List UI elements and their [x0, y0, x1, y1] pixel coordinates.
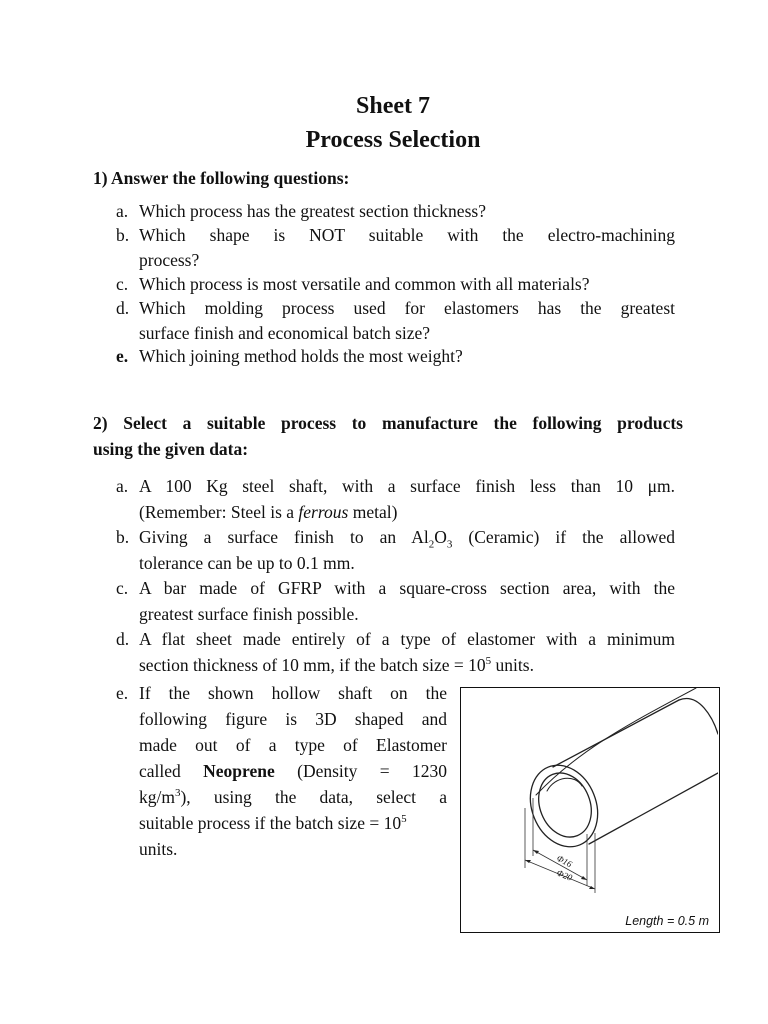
q2-item-e-line3: made out of a type of Elastomer — [139, 735, 447, 755]
q2-heading — [93, 410, 683, 462]
hollow-shaft-drawing — [461, 688, 718, 931]
neoprene-term: Neoprene — [203, 761, 275, 781]
q1-item-a-text: Which process has the greatest section thickness? — [139, 201, 486, 221]
page-title-subject: Process Selection — [305, 127, 481, 153]
q2-item-d-line1: A flat sheet made entirely of a type of elastomer with a minimum — [139, 629, 675, 649]
q2-item-e-line7: units. — [139, 839, 178, 859]
q1-heading: 1) Answer the following questions: — [93, 168, 350, 188]
q2-heading-line1: 2) Select a suitable process to manufacture the following products — [93, 413, 683, 433]
q2-item-a-ferrous: ferrous — [298, 501, 349, 522]
q2-item-b-label: b. — [116, 527, 130, 547]
q2-item-a-line1: A 100 Kg steel shaft, with a surface finish less than 10 μm. — [139, 476, 675, 496]
q1-item-a-label: a. — [116, 201, 129, 221]
q1-item-b-label: b. — [116, 225, 130, 245]
length-label: Length = 0.5 m — [617, 912, 717, 930]
q2-item-e-line2: following figure is 3D shaped and — [139, 709, 447, 729]
q1-item-c-label: c. — [116, 274, 129, 294]
q2-item-d-label: d. — [116, 629, 130, 649]
dimension-inner-diameter: Φ16 — [555, 852, 574, 870]
q1-item-d-text-line1: Which molding process used for elastomers has the greatest — [139, 298, 675, 318]
q2-item-a-label: a. — [116, 476, 129, 496]
page-title-sheet: Sheet 7 — [356, 93, 430, 119]
q1-item-c-text: Which process is most versatile and common with all materials? — [139, 274, 590, 294]
q2-item-c-line1: A bar made of GFRP with a square-cross section area, with the — [139, 578, 675, 598]
q2-item-e-line6: suitable process if the batch size = $10^5$ — [139, 813, 407, 833]
q2-item-e-line1: If the shown hollow shaft on the — [139, 683, 447, 703]
q1-item-e-text: Which joining method holds the most weight? — [139, 346, 463, 366]
q2-item-e-label: e. — [116, 683, 129, 703]
q1-item-e-label: e. — [116, 346, 129, 366]
q1-item-d-text-line2: surface finish and economical batch size? — [139, 322, 431, 343]
q2-item-d-line2: section thickness of 10 mm, if the batch size = $10^5$ units. — [139, 654, 534, 675]
q2-item-b-line1: Giving a surface finish to an $Al_2O_3$ (Ceramic) if the allowed — [139, 527, 675, 551]
q2-item-c-label: c. — [116, 578, 129, 598]
q1-item-b-text-line2: process? — [139, 249, 200, 270]
q2-item-c-line2: greatest surface finish possible. — [139, 603, 359, 624]
q2-heading-line2: using the given data: — [93, 439, 249, 459]
q2-item-a-line2: (Remember: Steel is a ferrous metal) — [139, 501, 398, 522]
q2-item-b-line2: tolerance can be up to 0.1 mm. — [139, 552, 355, 573]
q2-item-e-line5: $kg/m^3$), using the data, select a — [139, 787, 447, 807]
q1-item-d-label: d. — [116, 298, 130, 318]
q2-item-e-line4: called Neoprene (Density = 1230 — [139, 761, 448, 781]
dimension-outer-diameter: Φ20 — [555, 867, 574, 883]
q1-item-b-text-line1: Which shape is NOT suitable with the electro-machining — [139, 225, 675, 245]
hollow-shaft-figure — [460, 687, 720, 933]
